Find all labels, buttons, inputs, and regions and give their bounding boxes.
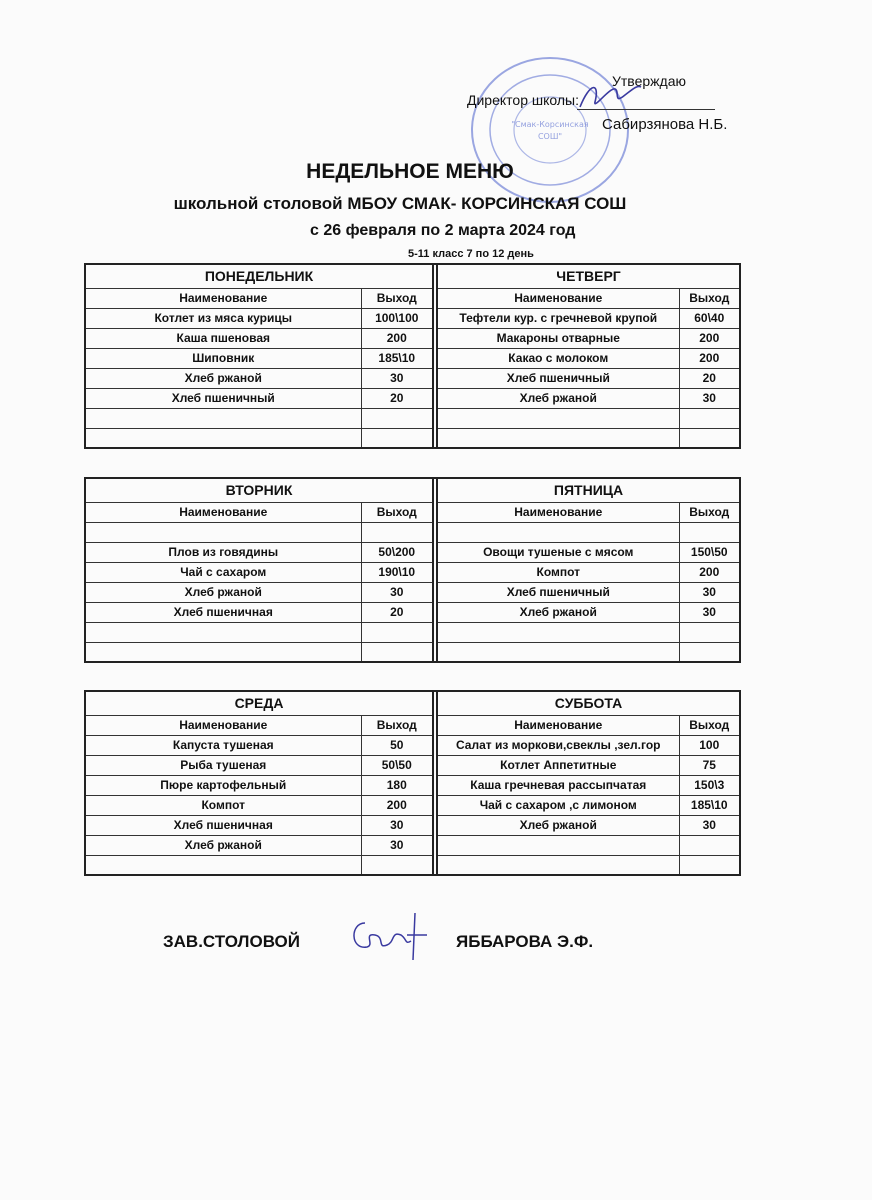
- column-header-name: Наименование: [437, 288, 679, 308]
- director-label: Директор школы:: [467, 92, 579, 108]
- dish-output: 30: [361, 368, 433, 388]
- dish-name: [85, 622, 361, 642]
- menu-table: [84, 690, 741, 876]
- approval-block: [440, 55, 760, 145]
- table-row: [85, 755, 740, 775]
- dish-name: Хлеб ржаной: [437, 815, 679, 835]
- dish-output: 30: [361, 582, 433, 602]
- dish-output: 20: [361, 388, 433, 408]
- day-heading: СРЕДА: [85, 691, 433, 715]
- dish-output: 190\10: [361, 562, 433, 582]
- approve-word: Утверждаю: [612, 73, 686, 89]
- dish-output: [679, 855, 740, 875]
- table-row: [85, 368, 740, 388]
- table-row: [85, 835, 740, 855]
- dish-name: Рыба тушеная: [85, 755, 361, 775]
- day-heading: ЧЕТВЕРГ: [437, 264, 740, 288]
- dish-output: 20: [361, 602, 433, 622]
- menu-table: [84, 263, 741, 449]
- column-header-name: Наименование: [85, 502, 361, 522]
- table-row: [85, 408, 740, 428]
- dish-name: [437, 855, 679, 875]
- table-row: [85, 622, 740, 642]
- dish-output: 50: [361, 735, 433, 755]
- dish-output: 30: [679, 582, 740, 602]
- dish-output: 150\50: [679, 542, 740, 562]
- table-row: [85, 522, 740, 542]
- dish-name: Какао с молоком: [437, 348, 679, 368]
- dish-output: 60\40: [679, 308, 740, 328]
- dish-output: [679, 408, 740, 428]
- dish-output: 185\10: [361, 348, 433, 368]
- column-header-output: Выход: [361, 288, 433, 308]
- dish-output: [361, 622, 433, 642]
- dish-output: 30: [679, 815, 740, 835]
- table-row: [85, 602, 740, 622]
- dish-name: [437, 408, 679, 428]
- dish-output: 50\50: [361, 755, 433, 775]
- dish-output: [679, 835, 740, 855]
- column-header-name: Наименование: [85, 715, 361, 735]
- dish-name: Хлеб пшеничный: [85, 388, 361, 408]
- svg-text:СОШ": СОШ": [537, 132, 563, 141]
- column-header-name: Наименование: [437, 502, 679, 522]
- dish-output: 75: [679, 755, 740, 775]
- table-row: [85, 428, 740, 448]
- dish-name: Капуста тушеная: [85, 735, 361, 755]
- dish-output: 150\3: [679, 775, 740, 795]
- table-row: [85, 328, 740, 348]
- table-row: [85, 308, 740, 328]
- director-name: Сабирзянова Н.Б.: [602, 116, 728, 133]
- dish-name: Хлеб ржаной: [85, 835, 361, 855]
- dish-name: Хлеб пшеничный: [437, 582, 679, 602]
- dish-name: [437, 622, 679, 642]
- menu-table: [84, 477, 741, 663]
- dish-name: Чай с сахаром: [85, 562, 361, 582]
- dish-name: Хлеб пшеничная: [85, 815, 361, 835]
- dish-output: 100: [679, 735, 740, 755]
- dish-output: 200: [679, 328, 740, 348]
- dish-output: 50\200: [361, 542, 433, 562]
- dish-name: Пюре картофельный: [85, 775, 361, 795]
- dish-output: [679, 622, 740, 642]
- dish-output: [679, 522, 740, 542]
- dish-name: Хлеб ржаной: [85, 582, 361, 602]
- page-subtitle: школьной столовой МБОУ СМАК- КОРСИНСКАЯ СОШ: [173, 194, 627, 213]
- day-heading: ПЯТНИЦА: [437, 478, 740, 502]
- dish-name: [85, 522, 361, 542]
- dish-name: [437, 428, 679, 448]
- dish-name: [437, 642, 679, 662]
- dish-output: 30: [361, 835, 433, 855]
- svg-text:"Смак-Корсинская: "Смак-Корсинская: [511, 120, 589, 129]
- column-header-name: Наименование: [437, 715, 679, 735]
- dish-output: 30: [679, 388, 740, 408]
- dish-name: [85, 428, 361, 448]
- column-header-output: Выход: [361, 715, 433, 735]
- manager-signature: [345, 905, 435, 965]
- day-heading: ВТОРНИК: [85, 478, 433, 502]
- column-header-output: Выход: [679, 288, 740, 308]
- dish-name: Чай с сахаром ,с лимоном: [437, 795, 679, 815]
- dish-output: [361, 408, 433, 428]
- dish-name: Каша гречневая рассыпчатая: [437, 775, 679, 795]
- grade-info: 5-11 класс 7 по 12 день: [408, 248, 534, 260]
- dish-output: [361, 428, 433, 448]
- dish-name: Котлет из мяса курицы: [85, 308, 361, 328]
- dish-name: Салат из моркови,свеклы ,зел.гор: [437, 735, 679, 755]
- dish-name: Шиповник: [85, 348, 361, 368]
- dish-output: 200: [679, 348, 740, 368]
- dish-name: [85, 408, 361, 428]
- column-header-output: Выход: [679, 502, 740, 522]
- dish-name: Компот: [437, 562, 679, 582]
- table-row: [85, 795, 740, 815]
- dish-name: [437, 522, 679, 542]
- dish-output: 30: [361, 815, 433, 835]
- table-row: [85, 855, 740, 875]
- footer-name: ЯББАРОВА Э.Ф.: [456, 932, 594, 951]
- dish-name: Овощи тушеные с мясом: [437, 542, 679, 562]
- day-heading: СУББОТА: [437, 691, 740, 715]
- column-header-name: Наименование: [85, 288, 361, 308]
- dish-name: [85, 642, 361, 662]
- dish-name: Макароны отварные: [437, 328, 679, 348]
- dish-name: Хлеб пшеничный: [437, 368, 679, 388]
- table-row: [85, 542, 740, 562]
- dish-name: Плов из говядины: [85, 542, 361, 562]
- dish-output: [679, 428, 740, 448]
- director-signature: [575, 77, 645, 113]
- table-row: [85, 735, 740, 755]
- dish-name: Котлет Аппетитные: [437, 755, 679, 775]
- page-title: НЕДЕЛЬНОЕ МЕНЮ: [306, 160, 514, 183]
- table-row: [85, 815, 740, 835]
- dish-output: 180: [361, 775, 433, 795]
- dish-output: [361, 522, 433, 542]
- table-row: [85, 642, 740, 662]
- dish-output: 200: [361, 795, 433, 815]
- table-row: [85, 582, 740, 602]
- dish-name: Тефтели кур. с гречневой крупой: [437, 308, 679, 328]
- dish-name: Хлеб ржаной: [437, 602, 679, 622]
- table-row: [85, 562, 740, 582]
- dish-output: [361, 855, 433, 875]
- dish-output: 20: [679, 368, 740, 388]
- dish-output: 200: [361, 328, 433, 348]
- dish-name: Каша пшеновая: [85, 328, 361, 348]
- table-row: [85, 348, 740, 368]
- dish-name: [85, 855, 361, 875]
- date-range: с 26 февраля по 2 марта 2024 год: [310, 222, 576, 239]
- column-header-output: Выход: [361, 502, 433, 522]
- dish-name: Компот: [85, 795, 361, 815]
- column-header-output: Выход: [679, 715, 740, 735]
- day-heading: ПОНЕДЕЛЬНИК: [85, 264, 433, 288]
- dish-output: [361, 642, 433, 662]
- dish-output: 185\10: [679, 795, 740, 815]
- dish-name: [437, 835, 679, 855]
- dish-output: 30: [679, 602, 740, 622]
- table-row: [85, 775, 740, 795]
- dish-output: 200: [679, 562, 740, 582]
- dish-output: 100\100: [361, 308, 433, 328]
- dish-output: [679, 642, 740, 662]
- dish-name: Хлеб ржаной: [437, 388, 679, 408]
- dish-name: Хлеб ржаной: [85, 368, 361, 388]
- footer-position: ЗАВ.СТОЛОВОЙ: [163, 932, 300, 951]
- table-row: [85, 388, 740, 408]
- dish-name: Хлеб пшеничная: [85, 602, 361, 622]
